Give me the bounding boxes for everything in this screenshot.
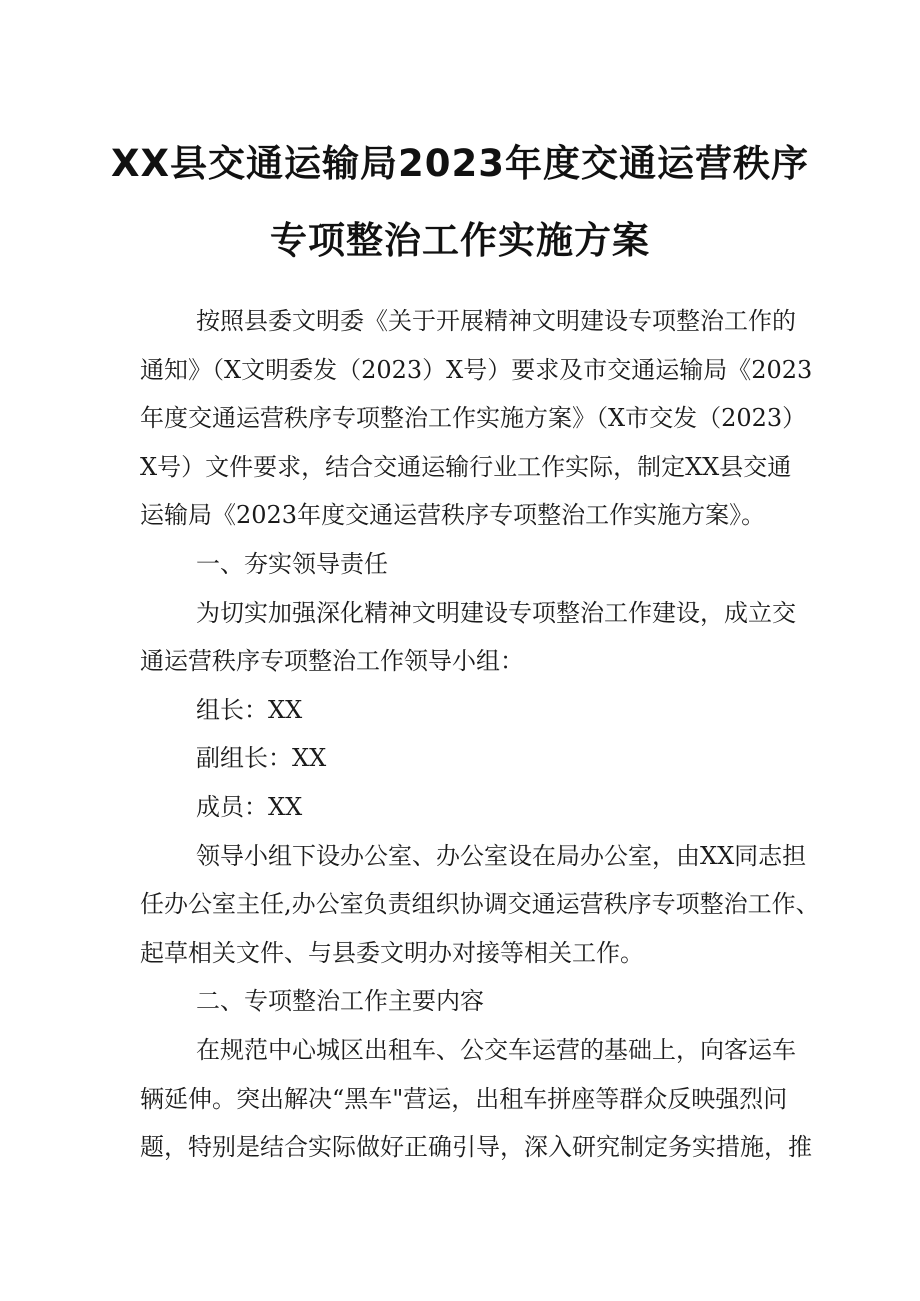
paragraph-line: 在规范中心城区出租车、公交车运营的基础上，向客运车: [196, 1035, 796, 1064]
members-line: 成员：XX: [196, 792, 303, 821]
document-title-line-2: 专项整治工作实施方案: [270, 219, 650, 262]
paragraph-line: 年度交通运营秩序专项整治工作实施方案》（X市交发（2023）: [140, 404, 807, 433]
paragraph-line: 任办公室主任,办公室负责组织协调交通运营秩序专项整治工作、: [140, 890, 820, 919]
paragraph-line: 题，特别是结合实际做好正确引导，深入研究制定务实措施，推: [140, 1133, 812, 1162]
team-leader-line: 组长：XX: [196, 695, 303, 724]
paragraph-line: 按照县委文明委《关于开展精神文明建设专项整治工作的: [196, 307, 796, 335]
paragraph-line: 起草相关文件、与县委文明办对接等相关工作。: [140, 938, 644, 967]
paragraph-line: 辆延伸。突出解决“黑车"营运，出租车拼座等群众反映强烈问: [140, 1084, 788, 1113]
paragraph-line: 为切实加强深化精神文明建设专项整治工作建设，成立交: [196, 598, 796, 627]
section-heading: 二、专项整治工作主要内容: [196, 987, 484, 1016]
paragraph-line: 领导小组下设办公室、办公室设在局办公室，由XX同志担: [196, 841, 807, 870]
section-heading: 一、夯实领导责任: [196, 549, 388, 578]
paragraph-line: 运输局《2023年度交通运营秩序专项整治工作实施方案》。: [140, 501, 766, 530]
paragraph-line: 通知》（X文明委发（2023）X号）要求及市交通运输局《2023: [140, 355, 813, 384]
paragraph-line: 通运营秩序专项整治工作领导小组：: [140, 647, 524, 676]
document-body: [140, 297, 820, 1172]
paragraph-line: X号）文件要求，结合交通运输行业工作实际，制定XX县交通: [140, 452, 792, 481]
deputy-leader-line: 副组长：XX: [196, 744, 327, 773]
document-title-line-1: XX县交通运输局2023年度交通运营秩序: [110, 142, 810, 185]
